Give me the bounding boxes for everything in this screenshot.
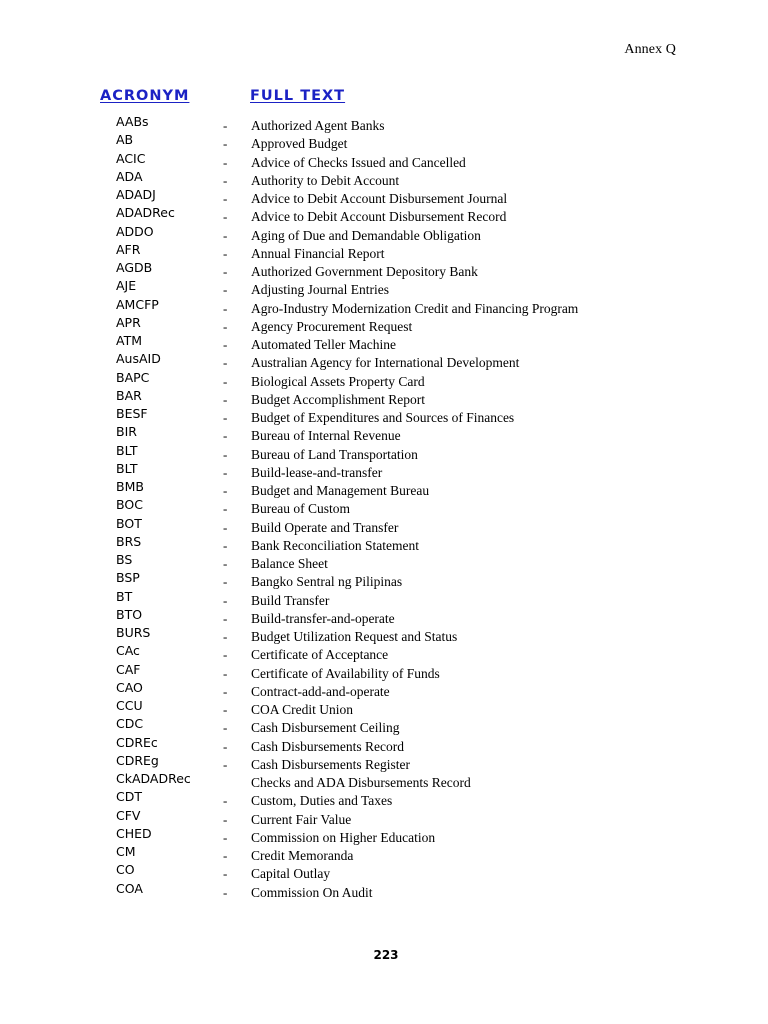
separator-dash: - xyxy=(223,683,228,699)
acronym-entry xyxy=(0,278,768,296)
acronym-list xyxy=(0,114,768,899)
acronym-entry xyxy=(0,205,768,223)
separator-dash: - xyxy=(223,118,228,133)
acronym: CDREc xyxy=(116,734,158,750)
acronym: ADADJ xyxy=(116,187,156,202)
acronym: AABs xyxy=(116,114,149,129)
acronym-entry xyxy=(0,151,768,169)
acronym-entry xyxy=(0,443,768,461)
full-text: Automated Teller Machine xyxy=(251,337,397,352)
acronym-entry xyxy=(0,297,768,315)
separator-dash: - xyxy=(223,647,228,663)
full-text: Aging of Due and Demandable Obligation xyxy=(251,227,481,243)
separator-dash: - xyxy=(223,866,228,882)
acronym-entry xyxy=(0,315,768,333)
acronym: ADDO xyxy=(116,223,154,239)
full-text: Authority to Debit Account xyxy=(251,172,400,188)
separator-dash: - xyxy=(223,191,228,206)
acronym: BOT xyxy=(116,515,142,531)
full-text: Agency Procurement Request xyxy=(251,318,413,334)
acronym-entry xyxy=(0,680,768,698)
acronym: CAc xyxy=(116,643,140,659)
separator-dash: - xyxy=(223,537,228,553)
acronym: ADADRec xyxy=(116,205,175,221)
separator-dash: - xyxy=(223,756,228,772)
full-text: Build Transfer xyxy=(251,592,330,608)
full-text: Annual Financial Report xyxy=(251,245,385,261)
acronym-entry xyxy=(0,881,768,899)
acronym: AFR xyxy=(116,241,141,257)
full-text: Biological Assets Property Card xyxy=(251,373,425,389)
acronym: CkADADRec xyxy=(116,771,191,786)
acronym: AMCFP xyxy=(116,296,159,312)
full-text: Budget of Expenditures and Sources of Finances xyxy=(251,410,515,425)
separator-dash: - xyxy=(223,318,228,334)
acronym: BRS xyxy=(116,533,142,549)
separator-dash: - xyxy=(223,373,228,389)
acronym-entry xyxy=(0,808,768,826)
acronym-entry xyxy=(0,771,768,789)
acronym: AB xyxy=(116,132,134,148)
acronym-entry xyxy=(0,333,768,351)
full-text: Approved Budget xyxy=(251,136,348,152)
separator-dash: - xyxy=(223,610,228,626)
acronym-entry xyxy=(0,789,768,807)
acronym: BLT xyxy=(116,460,138,476)
full-text: Budget Accomplishment Report xyxy=(251,391,425,407)
separator-dash: - xyxy=(223,738,228,754)
separator-dash: - xyxy=(223,574,228,590)
separator-dash: - xyxy=(223,209,228,225)
separator-dash: - xyxy=(223,245,228,261)
acronym: ATM xyxy=(116,333,143,348)
full-text: Authorized Government Depository Bank xyxy=(251,264,478,279)
full-text: Commission On Audit xyxy=(251,884,373,900)
full-text: Advice to Debit Account Disbursement Journal xyxy=(251,191,508,206)
acronym-entry xyxy=(0,224,768,242)
acronym-entry xyxy=(0,388,768,406)
acronym: ACIC xyxy=(116,150,146,166)
separator-dash: - xyxy=(223,410,228,425)
full-text: Capital Outlay xyxy=(251,866,331,882)
acronym: BOC xyxy=(116,497,143,513)
acronym-entry xyxy=(0,589,768,607)
acronym-entry xyxy=(0,552,768,570)
full-text: Balance Sheet xyxy=(251,556,328,571)
acronym-entry xyxy=(0,406,768,424)
separator-dash: - xyxy=(223,884,228,900)
separator-dash: - xyxy=(223,391,228,407)
separator-dash: - xyxy=(223,464,228,480)
separator-dash: - xyxy=(223,720,228,736)
separator-dash: - xyxy=(223,172,228,188)
acronym: AusAID xyxy=(116,351,161,367)
full-text: Cash Disbursements Register xyxy=(251,756,410,772)
full-text: Contract-add-and-operate xyxy=(251,683,390,699)
full-text: Build Operate and Transfer xyxy=(251,519,399,535)
full-text: Agro-Industry Modernization Credit and Financing Program xyxy=(251,300,579,316)
full-text: Checks and ADA Disbursements Record xyxy=(251,775,471,790)
separator-dash: - xyxy=(223,227,228,243)
acronym-entry xyxy=(0,260,768,278)
acronym-entry xyxy=(0,497,768,515)
separator-dash: - xyxy=(223,428,228,444)
acronym: BT xyxy=(116,588,133,604)
acronym: CM xyxy=(116,844,136,859)
acronym-entry xyxy=(0,479,768,497)
acronym-entry xyxy=(0,132,768,150)
acronym: AGDB xyxy=(116,260,153,275)
separator-dash: - xyxy=(223,154,228,170)
acronym: CFV xyxy=(116,807,141,823)
full-text: Cash Disbursements Record xyxy=(251,738,404,754)
acronym: APR xyxy=(116,314,141,330)
separator-dash: - xyxy=(223,702,228,717)
acronym: BSP xyxy=(116,570,140,586)
acronym: COA xyxy=(116,880,143,896)
separator-dash: - xyxy=(223,519,228,535)
acronym: BMB xyxy=(116,479,144,494)
separator-dash: - xyxy=(223,483,228,498)
full-text: Authorized Agent Banks xyxy=(251,118,385,133)
separator-dash: - xyxy=(223,665,228,681)
acronym: BESF xyxy=(116,406,148,421)
acronym-entry xyxy=(0,662,768,680)
acronym: BTO xyxy=(116,606,143,622)
acronym: BAR xyxy=(116,387,142,403)
full-text: Advice to Debit Account Disbursement Record xyxy=(251,209,507,225)
acronym-entry xyxy=(0,534,768,552)
acronym-entry xyxy=(0,716,768,734)
separator-dash: - xyxy=(223,592,228,608)
acronym: AJE xyxy=(116,278,137,294)
full-text: Advice of Checks Issued and Cancelled xyxy=(251,154,466,170)
acronym: CDT xyxy=(116,789,142,805)
acronym: CAO xyxy=(116,679,143,695)
full-text: Budget and Management Bureau xyxy=(251,483,430,498)
separator-dash: - xyxy=(223,355,228,371)
acronym: BIR xyxy=(116,424,137,440)
acronym-entry xyxy=(0,242,768,260)
acronym-entry xyxy=(0,187,768,205)
full-text: Bureau of Land Transportation xyxy=(251,446,418,462)
full-text-column-heading: FULL TEXT xyxy=(250,88,346,104)
separator-dash: - xyxy=(223,501,228,517)
acronym-entry xyxy=(0,516,768,534)
full-text: Certificate of Availability of Funds xyxy=(251,665,440,681)
separator-dash: - xyxy=(223,629,228,644)
acronym: BAPC xyxy=(116,369,150,385)
acronym: CAF xyxy=(116,661,141,677)
full-text: Credit Memoranda xyxy=(251,848,354,863)
acronym-entry xyxy=(0,735,768,753)
acronym: CDC xyxy=(116,716,144,732)
full-text: Budget Utilization Request and Status xyxy=(251,629,458,644)
separator-dash: - xyxy=(223,829,228,845)
annex-label: Annex Q xyxy=(624,42,676,57)
full-text: Certificate of Acceptance xyxy=(251,647,389,663)
separator-dash: - xyxy=(223,848,228,863)
acronym: ADA xyxy=(116,168,143,184)
separator-dash: - xyxy=(223,136,228,152)
full-text: COA Credit Union xyxy=(251,702,354,717)
acronym-entry xyxy=(0,570,768,588)
full-text: Custom, Duties and Taxes xyxy=(251,793,393,809)
acronym-entry xyxy=(0,351,768,369)
separator-dash: - xyxy=(223,337,228,352)
separator-dash: - xyxy=(223,300,228,316)
full-text: Build-lease-and-transfer xyxy=(251,464,383,480)
full-text: Build-transfer-and-operate xyxy=(251,610,395,626)
acronym-entry xyxy=(0,826,768,844)
acronym-entry xyxy=(0,114,768,132)
acronym-entry xyxy=(0,643,768,661)
page-number: 223 xyxy=(373,948,399,962)
acronym-entry xyxy=(0,844,768,862)
acronym: CO xyxy=(116,862,135,878)
acronym-entry xyxy=(0,625,768,643)
acronym-entry xyxy=(0,461,768,479)
full-text: Bureau of Internal Revenue xyxy=(251,428,401,444)
full-text: Commission on Higher Education xyxy=(251,829,436,845)
acronym: CHED xyxy=(116,825,152,841)
acronym-entry xyxy=(0,753,768,771)
separator-dash: - xyxy=(223,264,228,279)
acronym: BURS xyxy=(116,625,151,640)
separator-dash: - xyxy=(223,811,228,827)
full-text: Current Fair Value xyxy=(251,811,352,827)
acronym: BLT xyxy=(116,442,138,458)
acronym-entry xyxy=(0,370,768,388)
full-text: Bank Reconciliation Statement xyxy=(251,537,419,553)
acronym-entry xyxy=(0,424,768,442)
separator-dash: - xyxy=(223,556,228,571)
separator-dash: - xyxy=(223,793,228,809)
acronym-entry xyxy=(0,169,768,187)
separator-dash: - xyxy=(223,446,228,462)
acronym-column-heading: ACRONYM xyxy=(100,88,190,104)
acronym: BS xyxy=(116,552,133,567)
acronym: CDREg xyxy=(116,752,159,768)
full-text: Cash Disbursement Ceiling xyxy=(251,720,400,736)
full-text: Bureau of Custom xyxy=(251,501,350,517)
full-text: Bangko Sentral ng Pilipinas xyxy=(251,574,403,590)
full-text: Australian Agency for International Development xyxy=(251,355,520,371)
acronym-entry xyxy=(0,698,768,716)
acronym-entry xyxy=(0,862,768,880)
acronym-entry xyxy=(0,607,768,625)
full-text: Adjusting Journal Entries xyxy=(251,282,389,298)
separator-dash: - xyxy=(223,282,228,298)
acronym: CCU xyxy=(116,698,143,713)
